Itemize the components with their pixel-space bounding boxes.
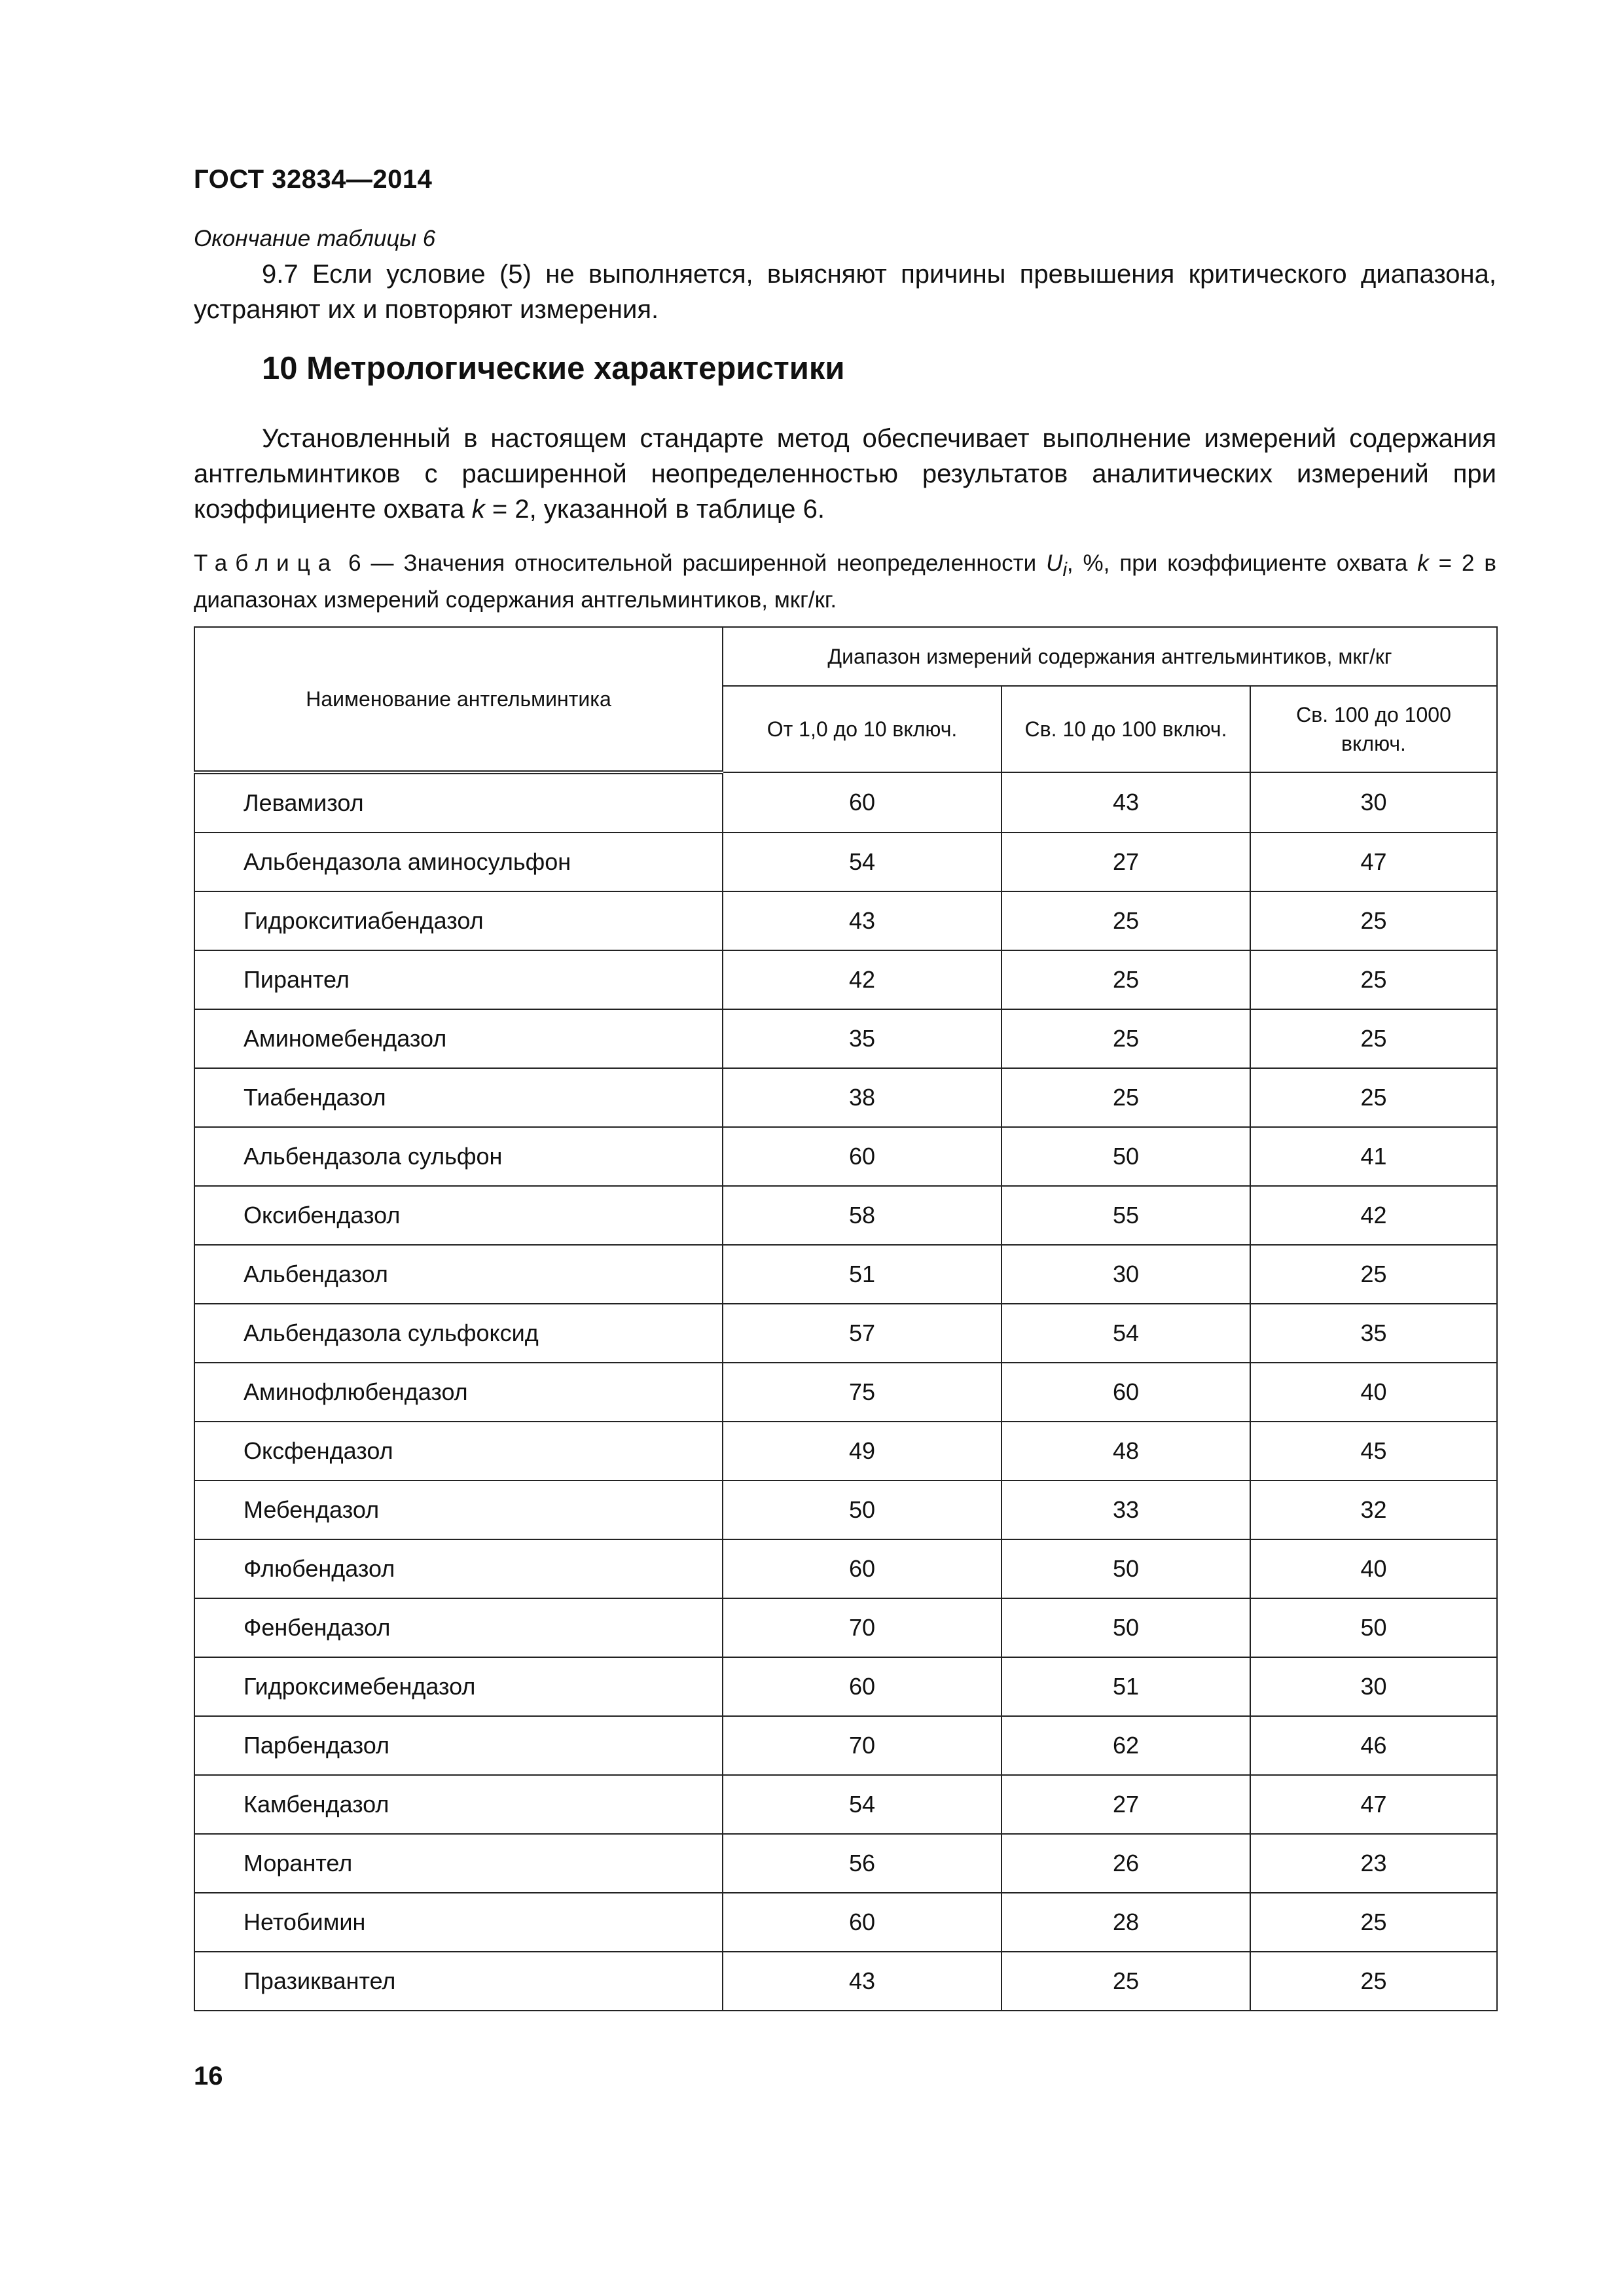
table-caption-mid: , %, при коэффициенте охвата <box>1066 550 1418 576</box>
uncertainty-value-cell: 25 <box>1001 950 1250 1009</box>
table-row <box>194 1186 1497 1245</box>
uncertainty-value-cell: 30 <box>1250 772 1497 833</box>
uncertainty-value-cell: 43 <box>723 1952 1001 2011</box>
uncertainty-value-cell: 32 <box>1250 1480 1497 1539</box>
uncertainty-value-cell: 54 <box>723 833 1001 891</box>
uncertainty-value-cell: 43 <box>1001 772 1250 833</box>
table-caption <box>194 548 1496 615</box>
uncertainty-value-cell: 60 <box>723 772 1001 833</box>
uncertainty-value-cell: 25 <box>1250 1068 1497 1127</box>
section-paragraph <box>194 421 1496 527</box>
uncertainty-value-cell: 46 <box>1250 1716 1497 1775</box>
table-row <box>194 1422 1497 1480</box>
substance-name-cell: Пирантел <box>194 950 723 1009</box>
uncertainty-value-cell: 25 <box>1250 1893 1497 1952</box>
uncertainty-value-cell: 58 <box>723 1186 1001 1245</box>
uncertainty-value-cell: 25 <box>1250 950 1497 1009</box>
range-group-header: Диапазон измерений содержания антгельминтиков, мкг/кг <box>723 627 1497 686</box>
substance-name-cell: Нетобимин <box>194 1893 723 1952</box>
uncertainty-value-cell: 27 <box>1001 833 1250 891</box>
substance-name-cell: Морантел <box>194 1834 723 1893</box>
table-row <box>194 1716 1497 1775</box>
uncertainty-table <box>194 626 1498 2011</box>
name-column-header: Наименование антгельминтика <box>194 627 723 772</box>
coverage-factor-symbol: k <box>471 495 485 524</box>
table-continuation-note: Окончание таблицы 6 <box>194 226 436 251</box>
table-row <box>194 1657 1497 1716</box>
uncertainty-value-cell: 62 <box>1001 1716 1250 1775</box>
substance-name-cell: Флюбендазол <box>194 1539 723 1598</box>
table-row <box>194 772 1497 833</box>
substance-name-cell: Аминофлюбендазол <box>194 1363 723 1422</box>
uncertainty-value-cell: 42 <box>1250 1186 1497 1245</box>
table-row <box>194 833 1497 891</box>
uncertainty-value-cell: 50 <box>1001 1598 1250 1657</box>
table-row <box>194 1480 1497 1539</box>
substance-name-cell: Мебендазол <box>194 1480 723 1539</box>
section-paragraph-text-a: Установленный в настоящем стандарте метод обеспечивает выполнение измерений содержания антгельминтиков с расширенной неопределенностью результатов аналитических измерений при коэффициенте охвата <box>194 424 1496 524</box>
uncertainty-value-cell: 75 <box>723 1363 1001 1422</box>
uncertainty-value-cell: 25 <box>1001 1952 1250 2011</box>
table-row <box>194 1068 1497 1127</box>
substance-name-cell: Гидроксимебендазол <box>194 1657 723 1716</box>
page-number: 16 <box>194 2062 223 2090</box>
table-row <box>194 1363 1497 1422</box>
uncertainty-value-cell: 25 <box>1250 1009 1497 1068</box>
range-column-header: Св. 100 до 1000 включ. <box>1250 686 1497 772</box>
table-row <box>194 1009 1497 1068</box>
uncertainty-value-cell: 48 <box>1001 1422 1250 1480</box>
uncertainty-value-cell: 60 <box>723 1657 1001 1716</box>
substance-name-cell: Фенбендазол <box>194 1598 723 1657</box>
table-caption-number: 6 — Значения относительной расширенной неопределенности <box>338 550 1047 576</box>
uncertainty-value-cell: 25 <box>1001 1068 1250 1127</box>
substance-name-cell: Альбендазола аминосульфон <box>194 833 723 891</box>
table-row <box>194 1893 1497 1952</box>
table-row <box>194 1539 1497 1598</box>
substance-name-cell: Тиабендазол <box>194 1068 723 1127</box>
table-caption-end: = 2 в диапазонах измерений содержания антгельминтиков, мкг/кг. <box>194 550 1496 613</box>
uncertainty-value-cell: 50 <box>1250 1598 1497 1657</box>
uncertainty-value-cell: 70 <box>723 1598 1001 1657</box>
range-column-header: Св. 10 до 100 включ. <box>1001 686 1250 772</box>
uncertainty-value-cell: 47 <box>1250 833 1497 891</box>
uncertainty-value-cell: 35 <box>1250 1304 1497 1363</box>
uncertainty-value-cell: 49 <box>723 1422 1001 1480</box>
uncertainty-value-cell: 60 <box>723 1127 1001 1186</box>
uncertainty-value-cell: 50 <box>1001 1539 1250 1598</box>
uncertainty-value-cell: 60 <box>723 1893 1001 1952</box>
range-column-header: От 1,0 до 10 включ. <box>723 686 1001 772</box>
table-row <box>194 1775 1497 1834</box>
uncertainty-value-cell: 23 <box>1250 1834 1497 1893</box>
uncertainty-value-cell: 26 <box>1001 1834 1250 1893</box>
uncertainty-value-cell: 27 <box>1001 1775 1250 1834</box>
substance-name-cell: Альбендазола сульфоксид <box>194 1304 723 1363</box>
uncertainty-value-cell: 33 <box>1001 1480 1250 1539</box>
substance-name-cell: Альбендазол <box>194 1245 723 1304</box>
uncertainty-value-cell: 60 <box>723 1539 1001 1598</box>
substance-name-cell: Оксибендазол <box>194 1186 723 1245</box>
substance-name-cell: Парбендазол <box>194 1716 723 1775</box>
uncertainty-value-cell: 50 <box>723 1480 1001 1539</box>
table-caption-label: Таблица <box>194 550 339 576</box>
uncertainty-value-cell: 30 <box>1001 1245 1250 1304</box>
clause-9-7: 9.7 Если условие (5) не выполняется, выясняют причины превышения критического диапазона, устраняют их и повторяют измерения. <box>194 260 1496 324</box>
caption-coverage-symbol: k <box>1417 550 1429 576</box>
substance-name-cell: Левамизол <box>194 772 723 833</box>
table-row <box>194 891 1497 950</box>
section-title: 10 Метрологические характеристики <box>262 351 845 386</box>
uncertainty-value-cell: 54 <box>723 1775 1001 1834</box>
substance-name-cell: Оксфендазол <box>194 1422 723 1480</box>
document-header: ГОСТ 32834—2014 <box>194 165 433 194</box>
uncertainty-value-cell: 38 <box>723 1068 1001 1127</box>
uncertainty-value-cell: 51 <box>723 1245 1001 1304</box>
substance-name-cell: Альбендазола сульфон <box>194 1127 723 1186</box>
table-row <box>194 1952 1497 2011</box>
table-row <box>194 950 1497 1009</box>
uncertainty-value-cell: 35 <box>723 1009 1001 1068</box>
uncertainty-value-cell: 25 <box>1001 1009 1250 1068</box>
uncertainty-value-cell: 42 <box>723 950 1001 1009</box>
uncertainty-value-cell: 57 <box>723 1304 1001 1363</box>
uncertainty-value-cell: 30 <box>1250 1657 1497 1716</box>
uncertainty-value-cell: 28 <box>1001 1893 1250 1952</box>
uncertainty-symbol: U <box>1046 550 1063 576</box>
uncertainty-value-cell: 56 <box>723 1834 1001 1893</box>
table-row <box>194 1598 1497 1657</box>
uncertainty-value-cell: 60 <box>1001 1363 1250 1422</box>
table-row <box>194 1834 1497 1893</box>
uncertainty-value-cell: 50 <box>1001 1127 1250 1186</box>
table-row <box>194 1127 1497 1186</box>
uncertainty-value-cell: 55 <box>1001 1186 1250 1245</box>
uncertainty-value-cell: 41 <box>1250 1127 1497 1186</box>
uncertainty-value-cell: 25 <box>1250 891 1497 950</box>
uncertainty-value-cell: 54 <box>1001 1304 1250 1363</box>
uncertainty-value-cell: 25 <box>1001 891 1250 950</box>
substance-name-cell: Камбендазол <box>194 1775 723 1834</box>
uncertainty-value-cell: 51 <box>1001 1657 1250 1716</box>
uncertainty-value-cell: 47 <box>1250 1775 1497 1834</box>
uncertainty-value-cell: 40 <box>1250 1363 1497 1422</box>
table-body <box>194 772 1497 2011</box>
substance-name-cell: Гидрокситиабендазол <box>194 891 723 950</box>
uncertainty-value-cell: 40 <box>1250 1539 1497 1598</box>
uncertainty-value-cell: 25 <box>1250 1245 1497 1304</box>
substance-name-cell: Празиквантел <box>194 1952 723 2011</box>
table-row <box>194 1245 1497 1304</box>
uncertainty-value-cell: 25 <box>1250 1952 1497 2011</box>
uncertainty-value-cell: 43 <box>723 891 1001 950</box>
uncertainty-subscript: i <box>1062 560 1067 581</box>
substance-name-cell: Аминомебендазол <box>194 1009 723 1068</box>
table-row <box>194 1304 1497 1363</box>
section-paragraph-text-b: = 2, указанной в таблице 6. <box>484 495 825 524</box>
uncertainty-value-cell: 45 <box>1250 1422 1497 1480</box>
uncertainty-value-cell: 70 <box>723 1716 1001 1775</box>
